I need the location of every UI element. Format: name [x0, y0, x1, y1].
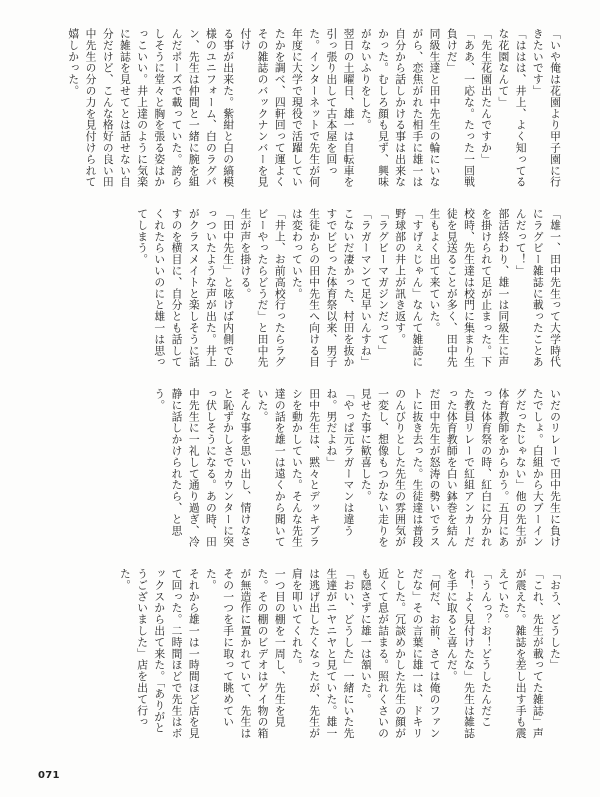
paragraph: 「これ、先生が載ってた雑誌」声が震えた。雑誌を差し出す手も震えていた。	[497, 568, 545, 739]
paragraph: それから雄一は一時間ほど店を見て回った。二時間ほどで先生はボックスから出て来た。「ありがとうございました」店を出て行った。	[118, 568, 201, 739]
paragraph: 「やっぱ元ラガーマンは違うね。男だよね」	[325, 388, 356, 537]
paragraph: 「おう、どうした」	[549, 568, 562, 671]
text-tier-1	[36, 28, 564, 193]
page-number: 071	[38, 770, 60, 781]
paragraph: 「ラグビーマガジンだって」	[376, 208, 390, 357]
paragraph: 「うんっ？お！どうしたんだこれ！よく見付けたな」先生は雑誌を手に取ると喜んだ。	[445, 568, 494, 739]
paragraph: 翌日の土曜日、雄一は自転車を引っ張り出して古本屋を回った。インターネットで先生が何年度に大学で現役で活躍していたかを調べ、四軒回って運よくその雑誌のバックナンバーを見付け	[239, 28, 356, 188]
paragraph: 「田中先生」と呟けば内側でひっついたような声が出た。井上がクラスメイトと楽しそうに話すのを横目に、自分とも話してくれたらいいのにと雄一は思ってしまう。	[136, 208, 236, 368]
paragraph: 「すげぇじゃん」なんて雑誌に野球部の井上が訊き返す。	[394, 208, 425, 368]
paragraph: る事が出来た。紫紺と白の縞模様のユニフォーム、白のラグパン、先生は仲間と一緒に腕を組んだポーズで載っていた。誇らしそうに堂々と胸を張る姿はかっこいい。井上達のように気楽に雑誌を見せてとは話せない自分だけど、こんな格好の良い田中先生の分の力を見付けられて嬉しかった。	[67, 28, 236, 188]
paragraph: 「ラガーマンて足早いんすね」 こないだ凄かった、村田を抜かすでビビった体育祭以来、男子生徒からの田中先生へ向ける目は変わっていた。	[290, 208, 373, 368]
paragraph: 「いや俺は花園より甲子園に行きたいです」	[531, 28, 562, 188]
paragraph: 「おい、どうした」一緒にいた先生達がニヤニヤと見ていた。雄一は逃げ出したくなったが、先生が肩を叩いてくれた。	[290, 568, 356, 739]
text-tier-2	[36, 208, 564, 373]
paragraph: 「ははは、井上、よく知ってるな花園なんて」	[497, 28, 528, 188]
paragraph: 「ああ、一応な。たった一回戦負けだ」	[445, 28, 476, 188]
paragraph: 「先生花園出たんですか」	[480, 28, 494, 165]
paragraph: 「何だ、お前、さては俺のファンだな」その言葉に雄一は、ドキリとした。冗談めかした先生の顔が近くて息が詰まる。照れくさいのも隠さずに雄一は頷いた。	[359, 568, 442, 739]
paragraph: 「雄一、田中先生って大学時代にラグビー雑誌に載ったことあんだって！」	[514, 208, 562, 368]
paragraph: いだのリレーで田中先生に負けたでしょ。白組から大ブーイングだったじゃない」他の先生が体育教師をからかう。五月にあった体育祭の時、紅白に分かれた教員リレーで紅組アンカーだった体育教師を白い鉢巻を結んだ田中先生が怒涛の勢いでラストに抜き去った。生徒達は普段のんびりとした先生の雰囲気が一変し、想像もつかない走りを見せた事に歓喜した。	[359, 388, 562, 548]
paragraph: 同級生達と田中先生の輪にいながら、恋焦がれた相手に雄一は自分から話しかける事は出来なかった。むしろ顔も見ず、興味がないふりをした。	[359, 28, 442, 188]
paragraph: 田中先生は、黙々とデッキブラシを動かしていた。そんな先生達の話を雄一は遠くから聞いていた。	[256, 388, 322, 548]
text-tier-4	[36, 568, 564, 743]
text-tier-3	[36, 388, 564, 553]
paragraph: そんな事を思い出し、情けなさと恥ずかしさでカウンターに突っ伏しそうになる。あの時、田中先生に一礼して通り過ぎ、冷静に話しかけられたら、と思う。	[153, 388, 253, 548]
paragraph: 一つ目の棚を一周し、先生を見た。その棚のビデオはゲイ物の箱が無造作に置かれていて、先生はその一つを手に取って眺めていた。	[204, 568, 287, 739]
paragraph: 部活終わり、雄一は同級生に声を掛けられて足が止まった。下校時、先生達は校門に集まり生徒を見送ることが多く、田中先生もよく出て来ていた。	[428, 208, 511, 368]
paragraph: 「井上、お前高校行ったらラグビーやったらどうだ」と田中先生が声を掛ける。	[239, 208, 287, 368]
